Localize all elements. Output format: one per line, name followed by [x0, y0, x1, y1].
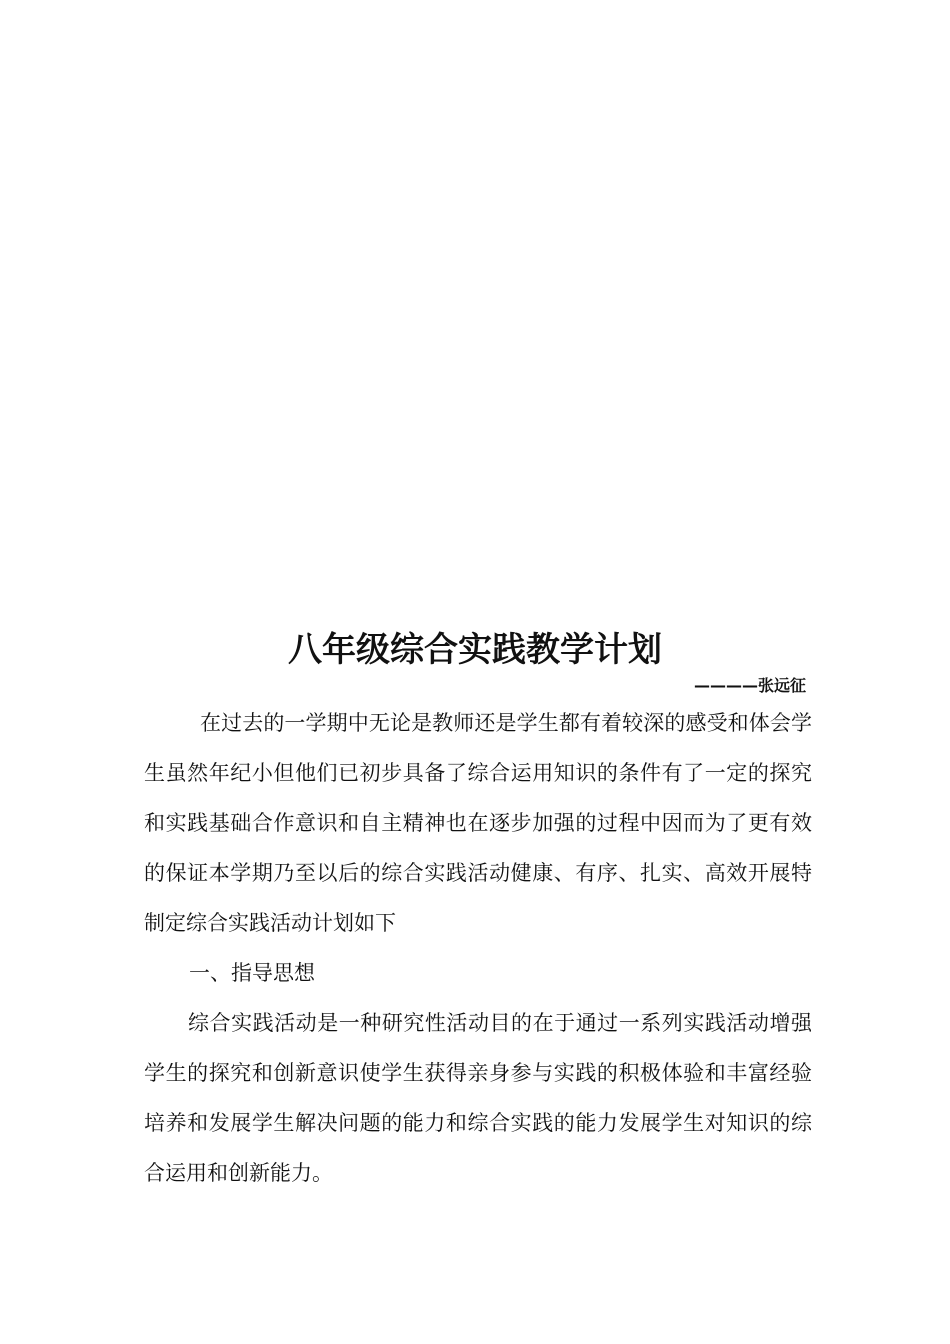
section-heading-guiding-principle: 一、指导思想	[189, 961, 315, 985]
intro-paragraph: 在过去的一学期中无论是教师还是学生都有着较深的感受和体会学生虽然年纪小但他们已初步具备了综合运用知识的条件有了一定的探究和实践基础合作意识和自主精神也在逐步加强的过程中因而为了更有效的保证本学期乃至以后的综合实践活动健康、有序、扎实、高效开展特制定综合实践活动计划如下	[144, 711, 812, 935]
guiding-principle-paragraph: 综合实践活动是一种研究性活动目的在于通过一系列实践活动增强学生的探究和创新意识使学生获得亲身参与实践的积极体验和丰富经验培养和发展学生解决问题的能力和综合实践的能力发展学生对知识的综合运用和创新能力。	[144, 1011, 812, 1185]
document-title: 八年级综合实践教学计划	[288, 630, 662, 670]
author-line: ————张远征	[693, 676, 806, 695]
